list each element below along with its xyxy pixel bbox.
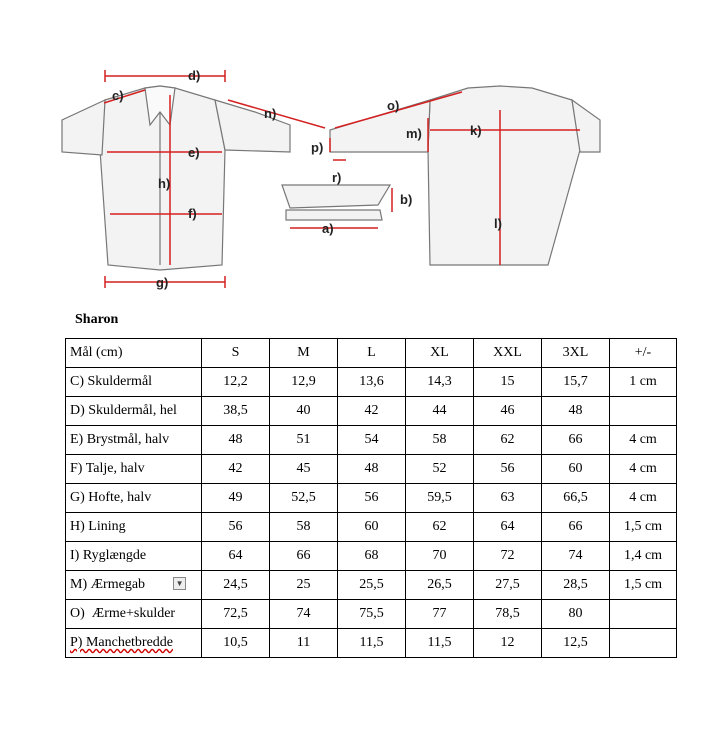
table-header-row: [66, 339, 677, 368]
row-label: H) Lining: [66, 513, 202, 542]
table-cell: 68: [338, 542, 406, 571]
table-cell: 27,5: [474, 571, 542, 600]
table-cell: 4 cm: [610, 426, 677, 455]
size-table: [65, 338, 677, 658]
table-cell: 12,5: [542, 629, 610, 658]
table-cell: 49: [202, 484, 270, 513]
table-cell: 60: [542, 455, 610, 484]
table-cell: 13,6: [338, 368, 406, 397]
row-label-cell: [66, 571, 202, 600]
label-n: n): [264, 106, 277, 121]
table-cell: 66,5: [542, 484, 610, 513]
dropdown-arrow-icon[interactable]: ▼: [173, 577, 186, 590]
table-row: [66, 484, 677, 513]
table-cell: 10,5: [202, 629, 270, 658]
table-cell: 15,7: [542, 368, 610, 397]
table-cell: 75,5: [338, 600, 406, 629]
table-cell: 58: [270, 513, 338, 542]
table-cell: 40: [270, 397, 338, 426]
table-cell: 14,3: [406, 368, 474, 397]
table-cell: 66: [542, 513, 610, 542]
table-cell: 12: [474, 629, 542, 658]
table-row: [66, 629, 677, 658]
table-cell: 70: [406, 542, 474, 571]
label-g: g): [156, 275, 169, 290]
table-cell: 46: [474, 397, 542, 426]
table-row: [66, 542, 677, 571]
cuff-drawing: [282, 185, 390, 220]
header-cell: L: [338, 339, 406, 368]
label-m: m): [406, 126, 422, 141]
label-k: k): [470, 123, 482, 138]
table-cell: 38,5: [202, 397, 270, 426]
table-cell: 4 cm: [610, 484, 677, 513]
table-row: [66, 600, 677, 629]
table-cell: 62: [474, 426, 542, 455]
row-label: C) Skuldermål: [66, 368, 202, 397]
label-f: f): [188, 206, 197, 221]
row-label-cell: [66, 629, 202, 658]
row-label: P) Manchetbredde: [70, 635, 174, 650]
table-cell: 59,5: [406, 484, 474, 513]
table-cell: 74: [542, 542, 610, 571]
row-label: G) Hofte, halv: [66, 484, 202, 513]
table-cell: 24,5: [202, 571, 270, 600]
row-label: E) Brystmål, halv: [66, 426, 202, 455]
table-cell: 42: [338, 397, 406, 426]
shirt-front-drawing: [62, 86, 290, 270]
table-cell: [610, 600, 677, 629]
label-r: r): [332, 170, 342, 185]
label-e: e): [188, 145, 200, 160]
shirt-back-drawing: [330, 86, 600, 265]
table-cell: 26,5: [406, 571, 474, 600]
label-p: p): [311, 140, 324, 155]
table-cell: 60: [338, 513, 406, 542]
table-row: [66, 455, 677, 484]
table-cell: 78,5: [474, 600, 542, 629]
row-label: D) Skuldermål, hel: [66, 397, 202, 426]
header-cell: +/-: [610, 339, 677, 368]
table-cell: 1,5 cm: [610, 571, 677, 600]
table-cell: 64: [202, 542, 270, 571]
table-cell: 77: [406, 600, 474, 629]
header-cell: Mål (cm): [66, 339, 202, 368]
table-row: [66, 368, 677, 397]
table-cell: 58: [406, 426, 474, 455]
table-cell: 48: [542, 397, 610, 426]
table-cell: [610, 629, 677, 658]
table-cell: 11,5: [338, 629, 406, 658]
table-cell: 25,5: [338, 571, 406, 600]
table-cell: 63: [474, 484, 542, 513]
label-l: l): [494, 216, 502, 231]
table-cell: 15: [474, 368, 542, 397]
table-cell: 45: [270, 455, 338, 484]
table-cell: 80: [542, 600, 610, 629]
table-cell: 72: [474, 542, 542, 571]
table-cell: 11,5: [406, 629, 474, 658]
table-cell: 1 cm: [610, 368, 677, 397]
table-cell: 74: [270, 600, 338, 629]
table-cell: 56: [202, 513, 270, 542]
table-cell: [610, 397, 677, 426]
table-cell: 12,2: [202, 368, 270, 397]
table-cell: 1,4 cm: [610, 542, 677, 571]
table-cell: 51: [270, 426, 338, 455]
table-cell: 56: [338, 484, 406, 513]
header-cell: S: [202, 339, 270, 368]
table-cell: 28,5: [542, 571, 610, 600]
label-c: c): [112, 88, 124, 103]
label-b: b): [400, 192, 413, 207]
label-o: o): [387, 98, 400, 113]
measurement-illustration: [0, 0, 724, 300]
table-row: [66, 397, 677, 426]
table-cell: 62: [406, 513, 474, 542]
label-h: h): [158, 176, 171, 191]
table-row: [66, 571, 677, 600]
table-title: Sharon: [75, 312, 119, 327]
row-label: M) Ærmegab: [70, 577, 146, 592]
table-row: [66, 426, 677, 455]
table-cell: 54: [338, 426, 406, 455]
row-label: O) Ærme+skulder: [66, 600, 202, 629]
table-cell: 64: [474, 513, 542, 542]
row-label: I) Ryglængde: [66, 542, 202, 571]
header-cell: XXL: [474, 339, 542, 368]
table-cell: 66: [542, 426, 610, 455]
table-cell: 56: [474, 455, 542, 484]
header-cell: XL: [406, 339, 474, 368]
table-cell: 52: [406, 455, 474, 484]
table-cell: 52,5: [270, 484, 338, 513]
table-cell: 42: [202, 455, 270, 484]
row-label: F) Talje, halv: [66, 455, 202, 484]
table-cell: 48: [202, 426, 270, 455]
table-cell: 4 cm: [610, 455, 677, 484]
table-cell: 11: [270, 629, 338, 658]
table-cell: 44: [406, 397, 474, 426]
table-cell: 1,5 cm: [610, 513, 677, 542]
header-cell: 3XL: [542, 339, 610, 368]
table-cell: 72,5: [202, 600, 270, 629]
label-d: d): [188, 68, 201, 83]
header-cell: M: [270, 339, 338, 368]
table-row: [66, 513, 677, 542]
table-cell: 25: [270, 571, 338, 600]
label-a: a): [322, 221, 334, 236]
table-cell: 12,9: [270, 368, 338, 397]
table-cell: 66: [270, 542, 338, 571]
table-cell: 48: [338, 455, 406, 484]
